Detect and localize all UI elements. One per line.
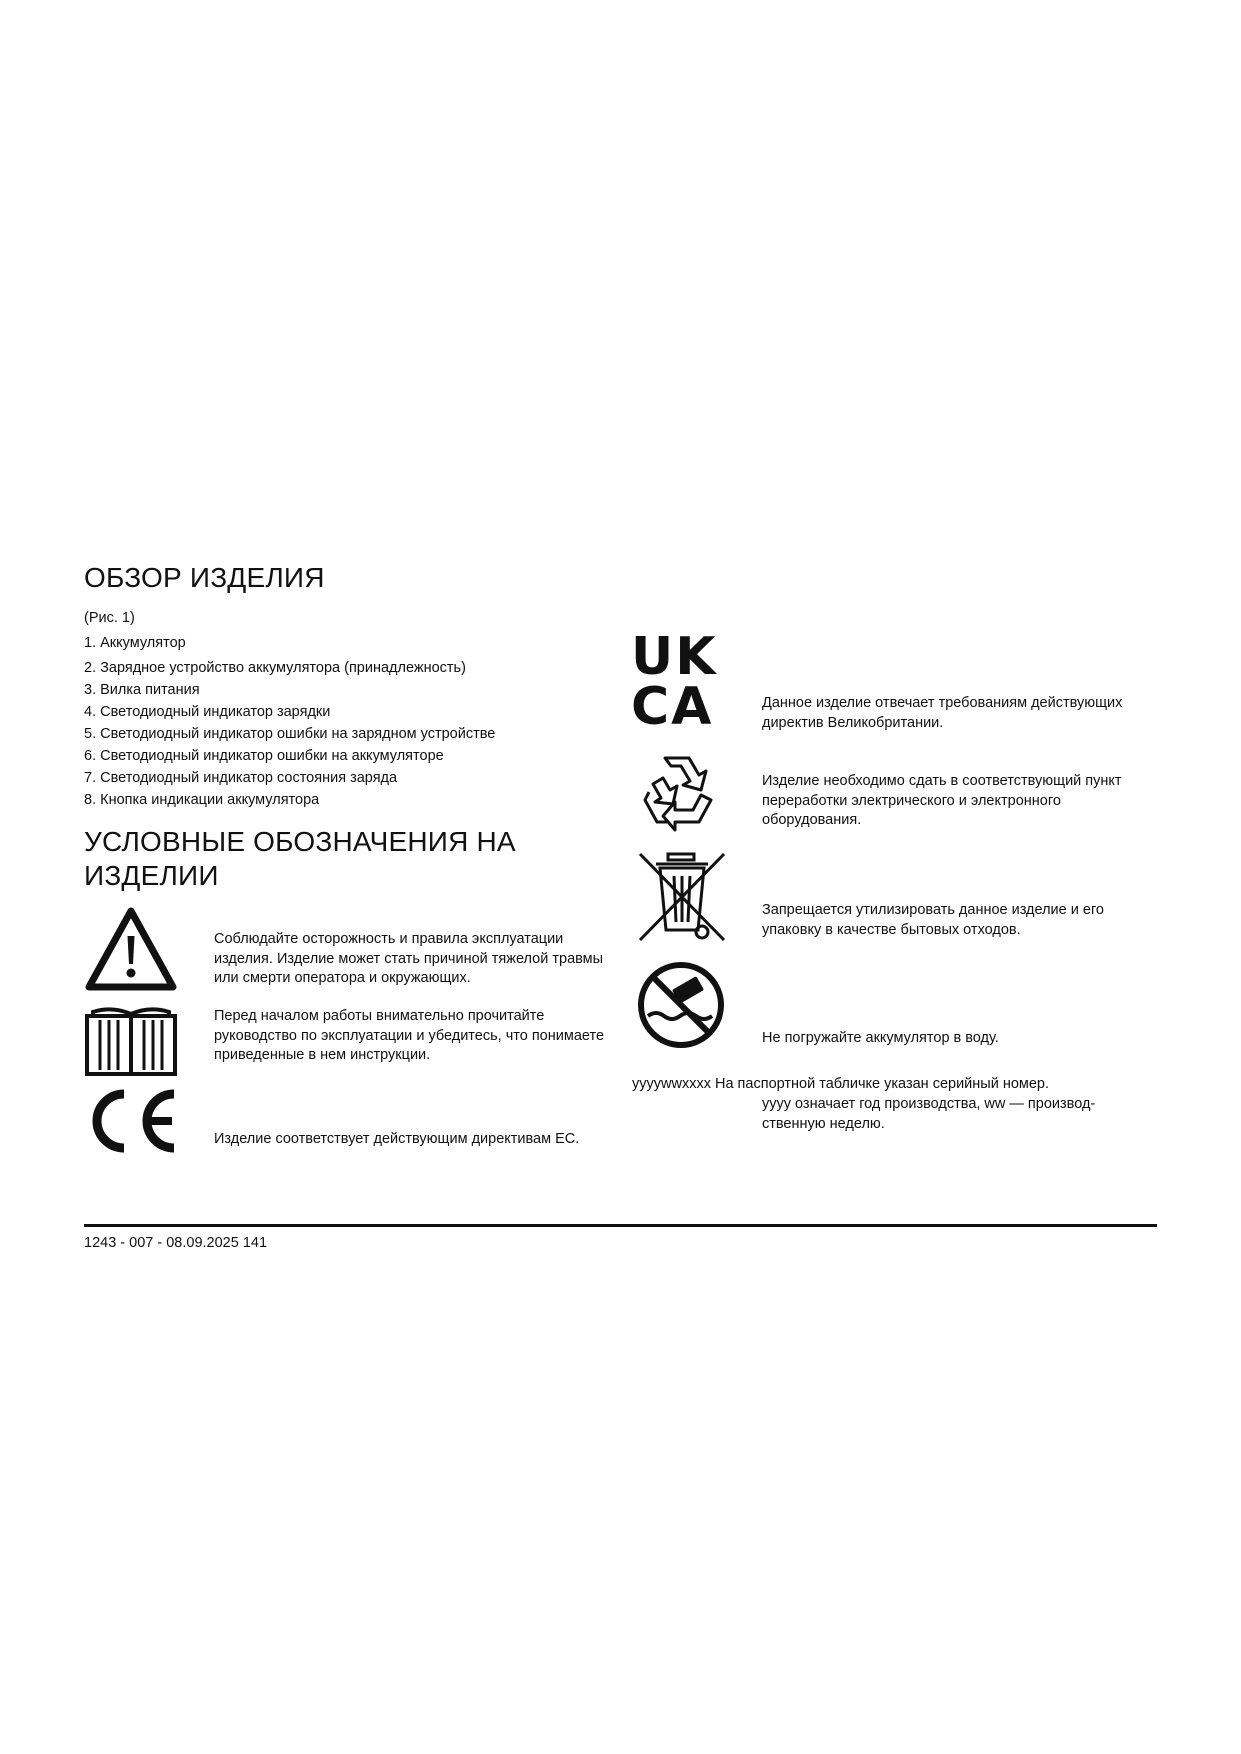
overview-item-6: 6. Светодиодный индикатор ошибки на аккумуляторе	[84, 748, 444, 764]
serial-explanation-line2: ственную неделю.	[762, 1115, 885, 1132]
serial-explanation-line1: yyyy означает год производства, ww — производ-	[762, 1096, 1096, 1112]
overview-item-3: 3. Вилка питания	[84, 682, 200, 698]
ce-mark-icon	[84, 1088, 180, 1154]
overview-item-5: 5. Светодиодный индикатор ошибки на зарядном устройстве	[84, 726, 496, 742]
figure-reference: (Рис. 1)	[84, 610, 135, 626]
overview-item-7: 7. Светодиодный индикатор состояния заряда	[84, 770, 398, 786]
ce-text: Изделие соответствует действующим директивам ЕС.	[214, 1131, 580, 1147]
overview-item-8: 8. Кнопка индикации аккумулятора	[84, 792, 320, 808]
ukca-logo-line2: CA	[631, 677, 714, 737]
ukca-mark-icon	[631, 627, 731, 737]
disposal-text: Запрещается утилизировать данное изделие и его упаковку в качестве бытовых отходов.	[762, 902, 1104, 938]
no-immersion-icon	[636, 960, 726, 1050]
overview-heading: ОБЗОР ИЗДЕЛИЯ	[84, 562, 325, 593]
symbols-heading	[84, 825, 516, 893]
serial-number-line	[632, 1075, 1192, 1095]
recycling-icon	[635, 748, 719, 832]
ukca-text: Данное изделие отвечает требованиям действующих директив Великобритании.	[762, 695, 1123, 731]
footer-doc-ref: 1243 - 007 - 08.09.2025	[84, 1235, 239, 1251]
recycling-text: Изделие необходимо сдать в соответствующий пункт переработки электрического и электронного оборудования.	[762, 773, 1122, 828]
serial-text: На паспортной табличке указан серийный номер.	[714, 1076, 1050, 1092]
symbols-heading-line2: ИЗДЕЛИИ	[84, 860, 219, 891]
symbols-heading-line1: УСЛОВНЫЕ ОБОЗНАЧЕНИЯ НА	[84, 826, 516, 857]
page-number: 141	[242, 1235, 268, 1251]
manual-text: Перед началом работы внимательно прочитайте руководство по эксплуатации и убедитесь, что понимаете приведенные в нем инструкции.	[214, 1008, 605, 1063]
serial-code: yyyywwxxxx	[632, 1076, 711, 1092]
crossed-out-bin-icon	[636, 850, 728, 944]
footer-rule	[84, 1224, 1157, 1227]
ukca-logo-line1: UK	[631, 627, 718, 687]
footer	[84, 1233, 267, 1253]
warning-text: Соблюдайте осторожность и правила эксплуатации изделия. Изделие может стать причиной тяжелой травмы или смерти оператора и окружающих.	[214, 931, 604, 986]
overview-item-4: 4. Светодиодный индикатор зарядки	[84, 704, 331, 720]
no-immersion-text: Не погружайте аккумулятор в воду.	[762, 1030, 999, 1046]
manual-book-icon	[84, 1006, 178, 1078]
serial-explanation	[762, 1095, 1162, 1134]
overview-item-1: 1. Аккумулятор	[84, 635, 186, 651]
overview-item-2: 2. Зарядное устройство аккумулятора (принадлежность)	[84, 660, 466, 676]
warning-triangle-icon	[84, 906, 178, 992]
